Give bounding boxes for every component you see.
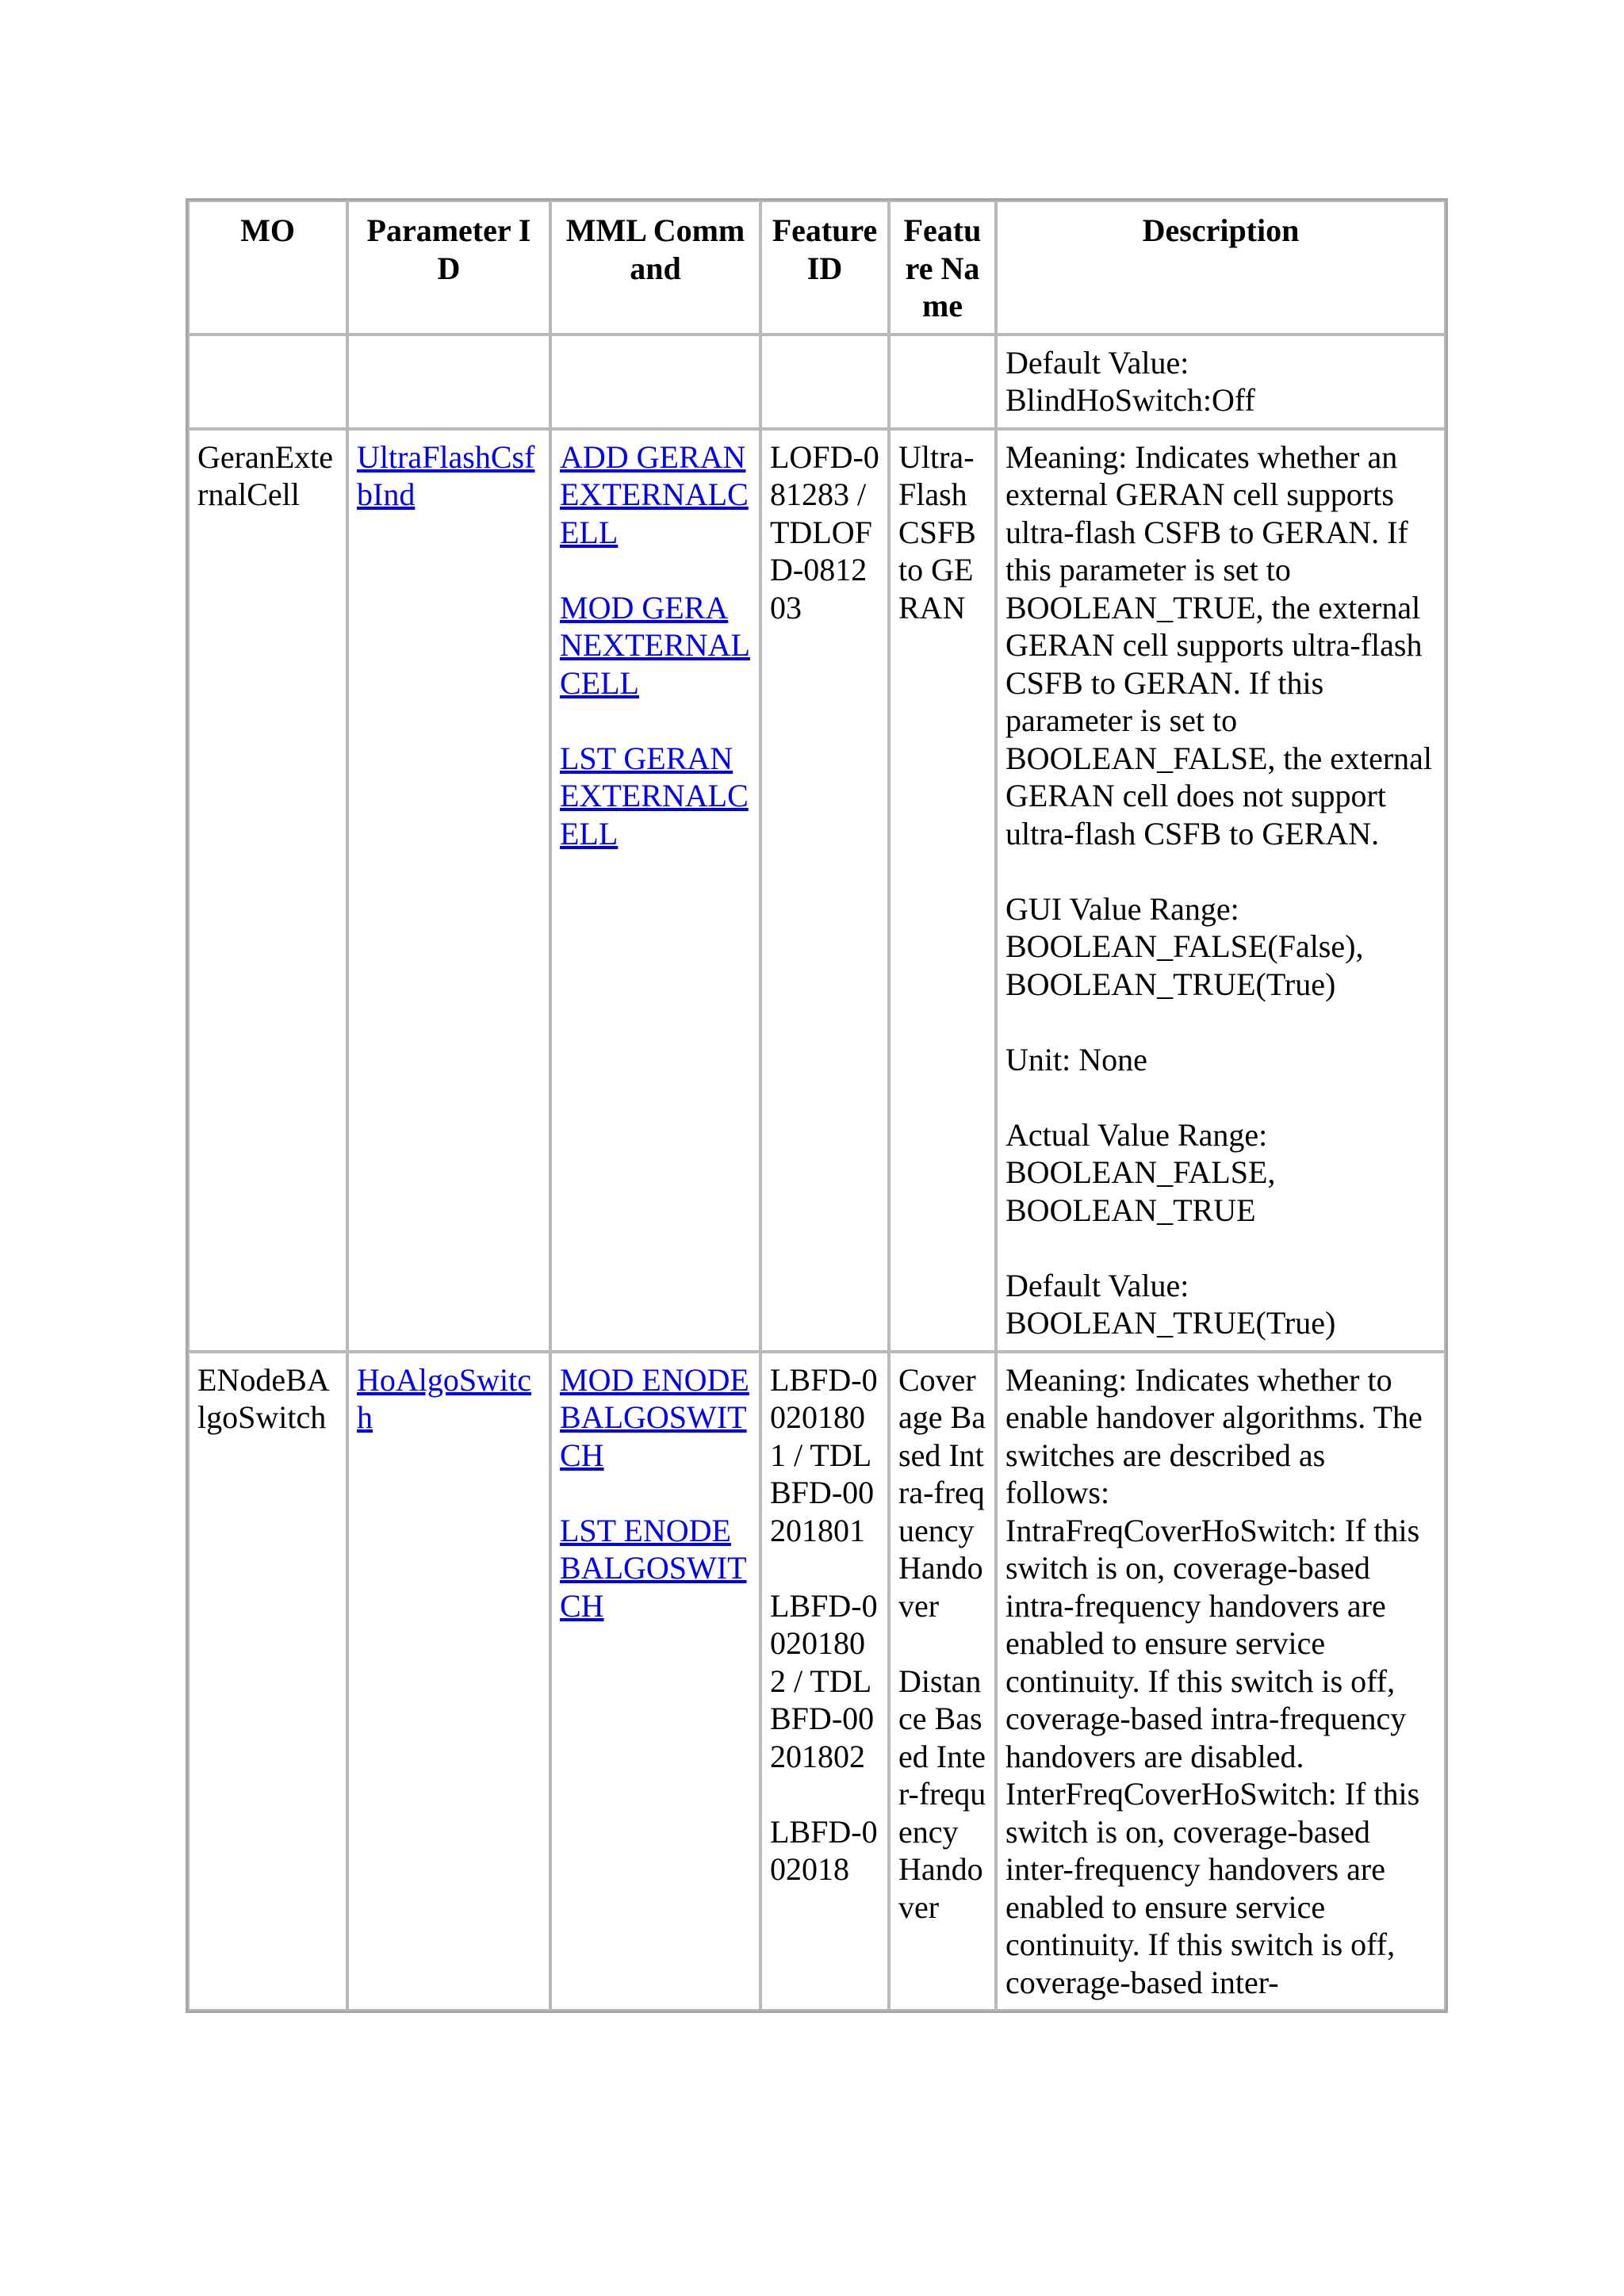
header-mo: MO: [188, 201, 347, 335]
table-row: [188, 335, 1446, 429]
table-row: [188, 1352, 1446, 2011]
description-meaning: Meaning: Indicates whether to enable handover algorithms. The switches are described as follows:: [1005, 1361, 1423, 1510]
header-mml-command: MML Command: [550, 201, 760, 335]
description-unit: Unit: None: [1005, 1041, 1147, 1077]
description-line: BlindHoSwitch:Off: [1005, 382, 1255, 418]
mml-command-link-lst[interactable]: LST GERANEXTERNALCELL: [560, 740, 749, 851]
feature-name-entry: Distance Based Inter-frequency Handover: [898, 1663, 986, 1925]
cell-mml-command: [550, 429, 760, 1352]
header-feature-name: Feature Name: [889, 201, 996, 335]
header-feature-id: Feature ID: [760, 201, 889, 335]
feature-id-entry: LBFD-00201801 / TDLBFD-00201801: [770, 1361, 878, 1548]
header-description: Description: [996, 201, 1446, 335]
mml-command-link-mod[interactable]: MOD ENODEBALGOSWITCH: [560, 1361, 749, 1473]
cell-description: [996, 335, 1446, 429]
feature-id-entry: LBFD-002018: [770, 1813, 878, 1887]
mml-command-link-lst[interactable]: LST ENODEBALGOSWITCH: [560, 1512, 747, 1624]
table-row: [188, 429, 1446, 1352]
cell-feature-id: LOFD-081283 / TDLOFD-081203: [760, 429, 889, 1352]
description-inter-freq-switch: InterFreqCoverHoSwitch: If this switch is on, coverage-based inter-frequency handovers are enabled to ensure service continuity. If this switch is off, coverage-based inter-: [1005, 1776, 1420, 2000]
cell-mml-command: [550, 1352, 760, 2011]
description-intra-freq-switch: IntraFreqCoverHoSwitch: If this switch is on, coverage-based intra-frequency handovers are enabled to ensure service continuity. If this switch is off, coverage-based intra-frequency handovers are disabled.: [1005, 1512, 1420, 1774]
description-line: Default Value:: [1005, 344, 1189, 381]
cell-description: [996, 1352, 1446, 2011]
cell-description: [996, 429, 1446, 1352]
cell-parameter-id: [347, 335, 550, 429]
description-meaning: Meaning: Indicates whether an external GERAN cell supports ultra-flash CSFB to GERAN. If this parameter is set to BOOLEAN_TRUE, the external GERAN cell supports ultra-flash CSFB to GERAN. If this parameter is set to BOOLEAN_FALSE, the external GERAN cell does not support ultra-flash CSFB to GERAN.: [1005, 438, 1433, 851]
description-actual-value-range: Actual Value Range: BOOLEAN_FALSE, BOOLEAN_TRUE: [1005, 1116, 1276, 1228]
feature-id-entry: LBFD-00201802 / TDLBFD-00201802: [770, 1587, 878, 1774]
parameter-table: [186, 198, 1448, 2013]
cell-parameter-id: [347, 1352, 550, 2011]
parameter-id-link[interactable]: UltraFlashCsfbInd: [357, 438, 535, 512]
cell-feature-id: [760, 335, 889, 429]
mml-command-link-mod[interactable]: MOD GERANEXTERNALCELL: [560, 589, 750, 701]
header-parameter-id: Parameter ID: [347, 201, 550, 335]
parameter-id-link[interactable]: HoAlgoSwitch: [357, 1361, 531, 1435]
mml-command-link-add[interactable]: ADD GERANEXTERNALCELL: [560, 438, 749, 550]
description-gui-value-range: GUI Value Range: BOOLEAN_FALSE(False), BOOLEAN_TRUE(True): [1005, 890, 1364, 1002]
cell-feature-id: [760, 1352, 889, 2011]
cell-feature-name: [889, 1352, 996, 2011]
cell-feature-name: Ultra-Flash CSFB to GERAN: [889, 429, 996, 1352]
description-default-value: Default Value: BOOLEAN_TRUE(True): [1005, 1267, 1336, 1341]
cell-mo: ENodeBAlgoSwitch: [188, 1352, 347, 2011]
cell-mo: GeranExternalCell: [188, 429, 347, 1352]
feature-name-entry: Coverage Based Intra-frequency Handover: [898, 1361, 986, 1624]
cell-mo: [188, 335, 347, 429]
cell-parameter-id: [347, 429, 550, 1352]
cell-feature-name: [889, 335, 996, 429]
table-header-row: [188, 201, 1446, 335]
cell-mml-command: [550, 335, 760, 429]
